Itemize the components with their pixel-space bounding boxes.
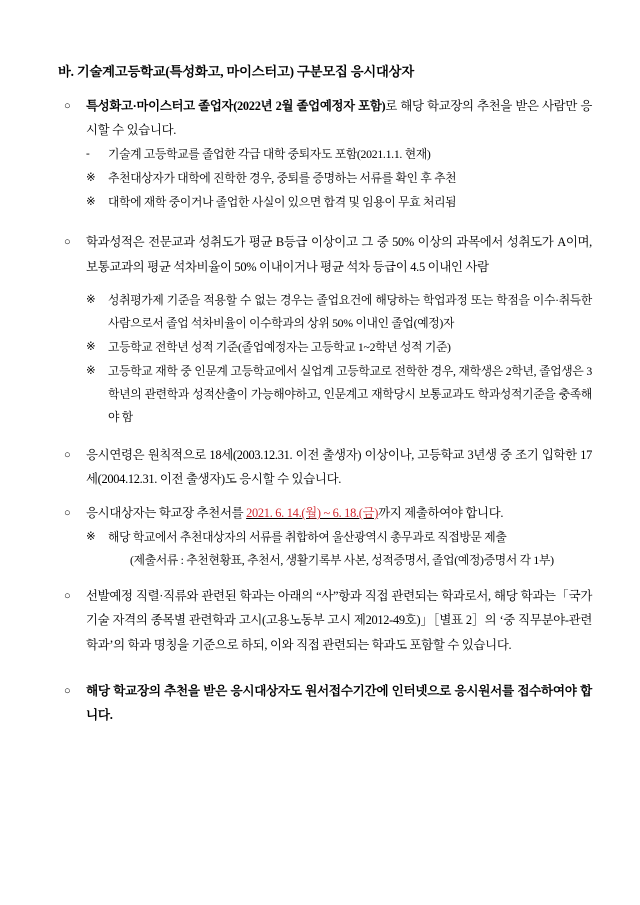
list-item-lead: 특성화고·마이스터고 졸업자(2022년 2월 졸업예정자 포함) bbox=[86, 98, 386, 113]
list-item-final-note bbox=[64, 679, 592, 728]
reference-mark-icon: ※ bbox=[86, 531, 96, 544]
list-item-text: 학과성적은 전문교과 성취도가 평균 B등급 이상이고 그 중 50% 이상의 과목에서 성취도가 A이며, 보통교과의 평균 석차비율이 50% 이내이거나 평균 석차 등급이 4.5 이내인 사람 bbox=[86, 235, 592, 274]
document-body bbox=[52, 94, 592, 728]
list-item-text: 고등학교 전학년 성적 기준(졸업예정자는 고등학교 1~2학년 성적 기준) bbox=[108, 339, 451, 354]
reference-mark-icon: ※ bbox=[86, 293, 96, 306]
list-item-text: 로 해당 학교장의 추천을 받은 사람만 응시할 수 있습니다. bbox=[86, 98, 592, 138]
list-item-text: 해당 학교에서 추천대상자의 서류를 취합하여 울산광역시 총무과로 직접방문 제출 bbox=[108, 530, 507, 545]
list-item-text-before: 응시대상자는 학교장 추천서를 bbox=[86, 506, 247, 521]
list-item bbox=[64, 94, 592, 142]
list-item-text-after: 까지 제출하여야 합니다. bbox=[378, 506, 504, 521]
bullet-circle-icon: ○ bbox=[64, 684, 71, 697]
list-item bbox=[64, 230, 592, 278]
bullet-circle-icon: ○ bbox=[64, 99, 71, 112]
list-item-text: 선발예정 직렬·직류와 관련된 학과는 아래의 “사”항과 직접 관련되는 학과로서, 해당 학과는「국가기술 자격의 종목별 관련학과 고시(고용노동부 고시 제2012-49호)」［별표 2］의 ‘중 직무분야-관련학과’의 학과 명칭을 기준으로 하되, 이와 직접 관련되는 학과도 포함할 수 있습니다. bbox=[86, 589, 592, 652]
reference-mark-icon: ※ bbox=[86, 364, 96, 377]
bullet-dash-icon: - bbox=[86, 148, 90, 161]
bullet-circle-icon: ○ bbox=[64, 590, 71, 603]
list-item bbox=[86, 289, 592, 335]
list-item-text: (제출서류 : 추천현황표, 추천서, 생활기록부 사본, 성적증명서, 졸업(예정)증명서 각 1부) bbox=[130, 553, 554, 568]
list-item-text: 추천대상자가 대학에 진학한 경우, 중퇴를 증명하는 서류를 확인 후 추천 bbox=[108, 171, 457, 186]
list-item-text: 성취평가제 기준을 적용할 수 없는 경우는 졸업요건에 해당하는 학업과정 또는 학점을 이수·취득한 사람으로서 졸업 석차비율이 이수학과의 상위 50% 이내인 졸업(예정)자 bbox=[108, 292, 592, 330]
reference-mark-icon: ※ bbox=[86, 340, 96, 353]
list-item bbox=[64, 584, 592, 657]
bullet-circle-icon: ○ bbox=[64, 236, 71, 249]
submission-period-highlight: 2021. 6. 14.(월) ~ 6. 18.(금) bbox=[246, 506, 379, 521]
page-title: 바. 기술계고등학교(특성화고, 마이스터고) 구분모집 응시대상자 bbox=[58, 64, 414, 79]
list-item-text: 대학에 재학 중이거나 졸업한 사실이 있으면 합격 및 임용이 무효 처리됨 bbox=[108, 195, 457, 210]
list-item bbox=[86, 143, 592, 166]
reference-mark-icon: ※ bbox=[86, 172, 96, 185]
list-item bbox=[86, 191, 592, 214]
list-item bbox=[130, 549, 592, 572]
list-item bbox=[86, 360, 592, 429]
bullet-circle-icon: ○ bbox=[64, 448, 71, 461]
reference-mark-icon: ※ bbox=[86, 196, 96, 209]
list-item-text: 고등학교 재학 중 인문계 고등학교에서 실업계 고등학교로 전학한 경우, 재학생은 2학년, 졸업생은 3학년의 관련학과 성적산출이 가능해야하고, 인문계고 재학당시 보통교과도 학과성적기준을 충족해야 함 bbox=[108, 363, 592, 424]
list-item-text: 해당 학교장의 추천을 받은 응시대상자도 원서접수기간에 인터넷으로 응시원서를 접수하여야 합니다. bbox=[86, 683, 592, 723]
list-item bbox=[86, 167, 592, 190]
list-item-text: 응시연령은 원칙적으로 18세(2003.12.31. 이전 출생자) 이상이나, 고등학교 3년생 중 조기 입학한 17세(2004.12.31. 이전 출생자)도 응시할 수 있습니다. bbox=[86, 447, 592, 486]
list-item bbox=[86, 336, 592, 359]
list-item bbox=[64, 501, 592, 525]
list-item bbox=[64, 443, 592, 491]
list-item-text: 기술계 고등학교를 졸업한 각급 대학 중퇴자도 포함(2021.1.1. 현재) bbox=[108, 147, 431, 162]
list-item bbox=[86, 526, 592, 549]
bullet-circle-icon: ○ bbox=[64, 507, 71, 520]
